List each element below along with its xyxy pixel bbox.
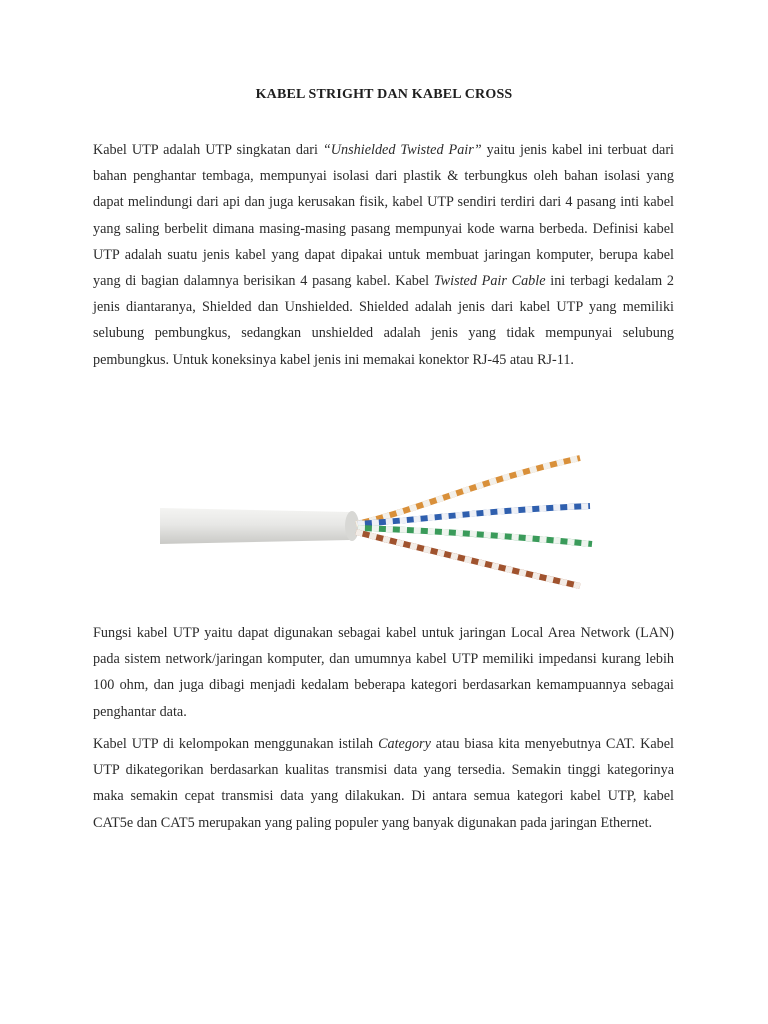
paragraph-utp-function: Fungsi kabel UTP yaitu dapat digunakan sebagai kabel untuk jaringan Local Area Network (LAN) pada sistem network/jaringan komputer, dan umumnya kabel UTP memiliki impedansi kurang lebih 100 ohm, dan juga dibagi menjadi kedalam beberapa kategori berdasarkan kemampuannya sebagai penghantar data. xyxy=(93,625,674,720)
p3-term-category: Category xyxy=(378,736,431,752)
p1-text-c: yaitu jenis kabel ini terbuat dari bahan penghantar tembaga, mempunyai isolasi dari plastik & terbungkus oleh bahan isolasi yang dapat melindungi dari api dan juga kerusakan fisik, kabel UTP sendiri terdiri dari 4 pasang inti kabel yang saling berbelit dimana masing-masing pasang mempunyai kode warna berbeda. Definisi kabel UTP adalah suatu jenis kabel yang dapat dipakai untuk membuat jaringan komputer, berupa kabel yang di bagian dalamnya berisikan 4 pasang kabel. Kabel xyxy=(93,142,675,290)
p1-term-utp: “Unshielded Twisted Pair” xyxy=(322,142,482,158)
p1-text-a: Kabel UTP adalah UTP singkatan dari xyxy=(93,142,323,158)
p3-text-c: atau biasa kita menyebutnya CAT. Kabel UTP dikategorikan berdasarkan kualitas transmisi data yang tersedia. Semakin tinggi kategorinya maka semakin cepat transmisi data yang dilakukan. Di antara semua kategori kabel UTP, kabel CAT5e dan CAT5 merupakan yang paling populer yang banyak digunakan pada jaringan Ethernet. xyxy=(93,736,674,831)
document-title: KABEL STRIGHT DAN KABEL CROSS xyxy=(255,87,513,102)
utp-cable-image xyxy=(160,440,600,600)
p1-term-twisted-pair: Twisted Pair Cable xyxy=(433,273,546,290)
paragraph-utp-definition xyxy=(93,137,674,373)
p1-text-e: ini terbagi kedalam 2 jenis diantaranya, Shielded dan Unshielded. Shielded adalah jenis dari kabel UTP yang memiliki selubung pembungkus, sedangkan unshielded adalah jenis yang tidak mempunyai selubung pembungkus. Untuk koneksinya kabel jenis ini memakai konektor RJ-45 atau RJ-11. xyxy=(93,273,674,368)
paragraph-utp-category xyxy=(93,731,674,836)
p3-text-a: Kabel UTP di kelompokan menggunakan istilah xyxy=(93,736,379,752)
cable-jacket xyxy=(160,508,355,544)
